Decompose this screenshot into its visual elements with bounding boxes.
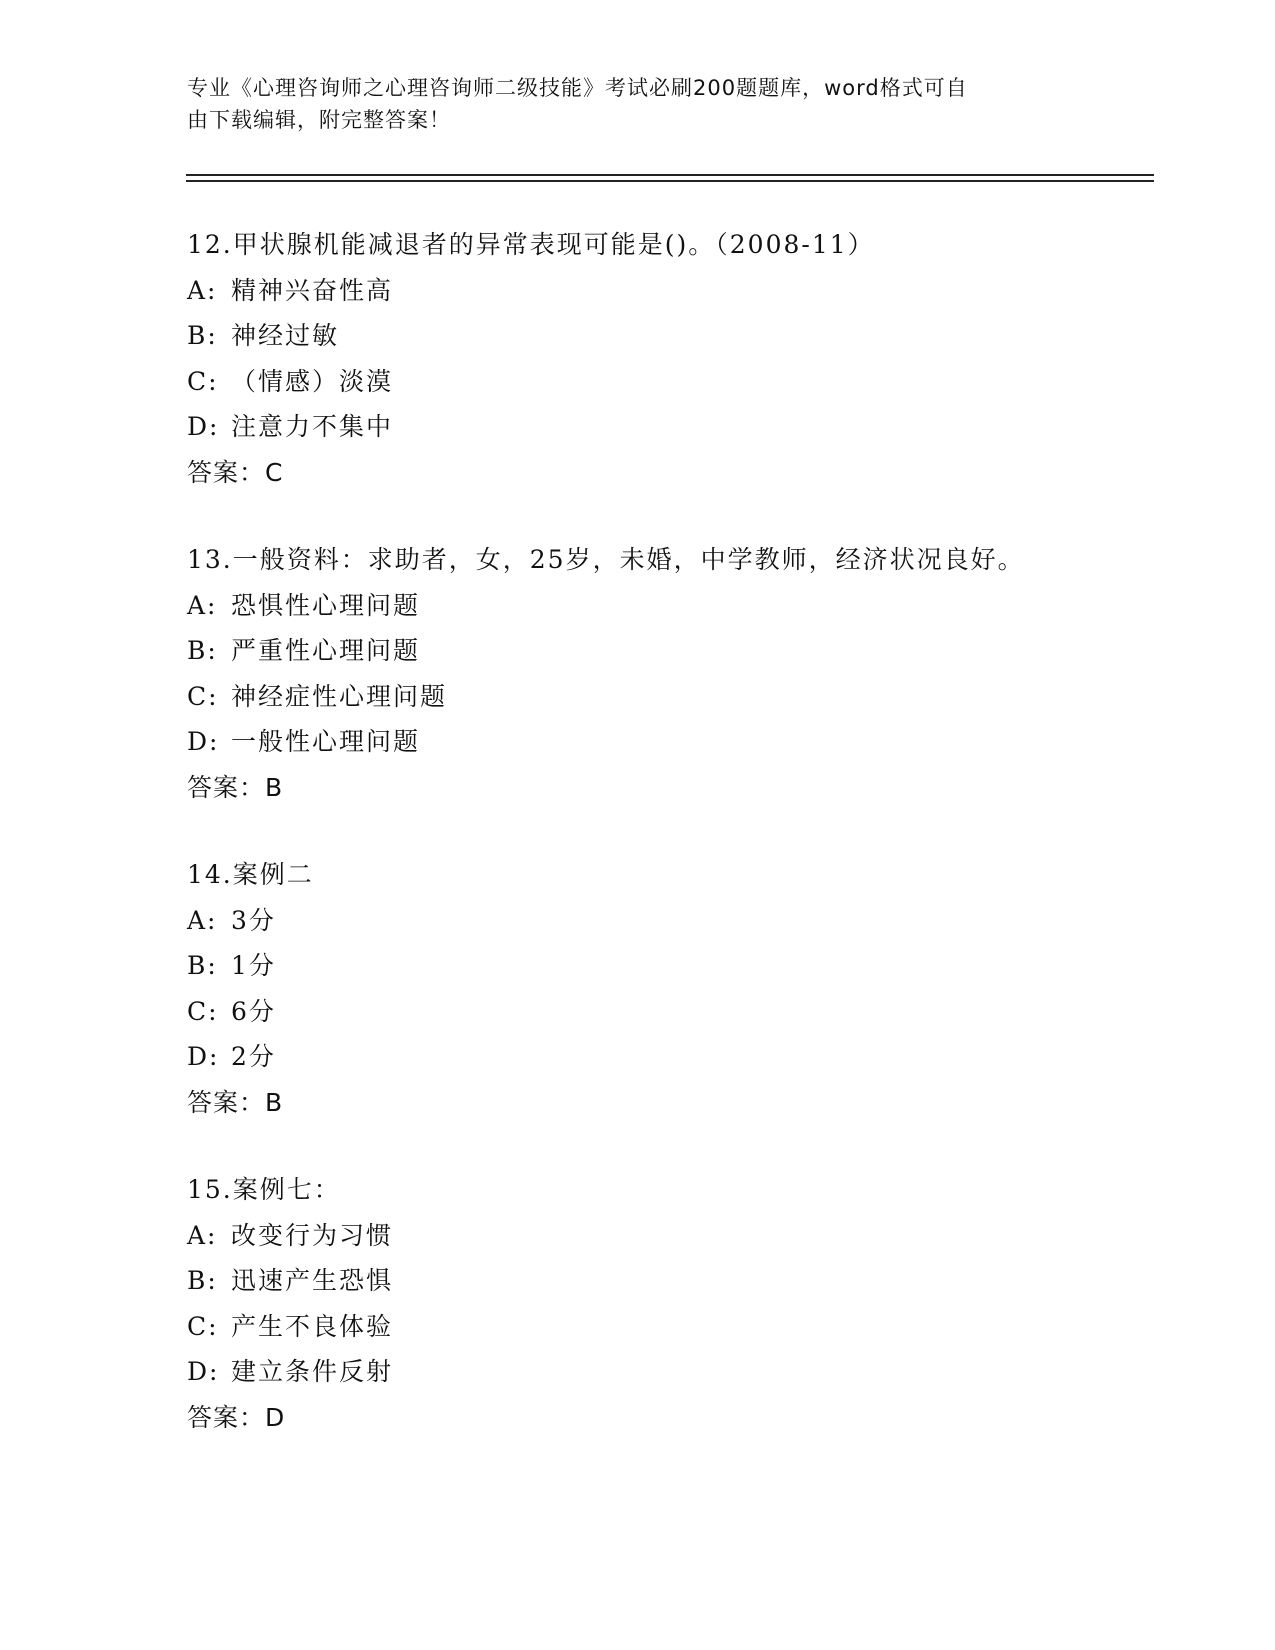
option-text: 6分 <box>231 996 276 1026</box>
answer-line: 答案：D <box>187 1402 286 1432</box>
option-d <box>187 1349 1147 1395</box>
question-stem: 12.甲状腺机能减退者的异常表现可能是()。（2008-11） <box>187 230 875 259</box>
option-text: 3分 <box>231 905 276 935</box>
option-a <box>187 898 1147 944</box>
option-label: C: <box>187 996 219 1026</box>
option-text: （情感）淡漠 <box>231 366 394 396</box>
option-d <box>187 719 1147 765</box>
option-c <box>187 674 1147 720</box>
header-divider-top <box>186 174 1154 176</box>
header-divider-bottom <box>186 180 1154 182</box>
option-label: B: <box>187 636 218 665</box>
option-c <box>187 1304 1147 1350</box>
option-text: 产生不良体验 <box>231 1311 394 1341</box>
option-label: D: <box>187 727 220 756</box>
option-c <box>187 359 1147 405</box>
option-label: D: <box>187 1357 220 1386</box>
question-13 <box>187 537 1147 810</box>
option-label: B: <box>187 321 218 350</box>
option-label: C: <box>187 1311 219 1341</box>
option-label: A: <box>187 590 218 620</box>
question-stem: 14.案例二 <box>187 860 314 889</box>
option-a <box>187 1213 1147 1259</box>
option-label: C: <box>187 681 219 711</box>
option-d <box>187 404 1147 450</box>
option-a <box>187 583 1147 629</box>
option-text: 一般性心理问题 <box>231 727 421 756</box>
option-text: 迅速产生恐惧 <box>231 1266 394 1295</box>
option-b <box>187 628 1147 674</box>
option-label: B: <box>187 951 218 980</box>
header-line-1: 专业《心理咨询师之心理咨询师二级技能》考试必刷200题题库，word格式可自 <box>187 76 968 100</box>
option-text: 1分 <box>231 951 276 980</box>
option-c <box>187 989 1147 1035</box>
option-label: D: <box>187 1042 220 1071</box>
option-text: 建立条件反射 <box>231 1357 394 1386</box>
header-line-2: 由下载编辑，附完整答案！ <box>187 108 451 132</box>
answer-line: 答案：B <box>187 772 284 802</box>
option-label: A: <box>187 275 218 305</box>
option-label: A: <box>187 1220 218 1250</box>
option-text: 恐惧性心理问题 <box>231 590 421 620</box>
option-b <box>187 1258 1147 1304</box>
question-12 <box>187 222 1147 495</box>
option-text: 精神兴奋性高 <box>231 275 394 305</box>
option-label: C: <box>187 366 219 396</box>
option-label: D: <box>187 412 220 441</box>
option-text: 神经症性心理问题 <box>231 681 448 711</box>
question-14 <box>187 852 1147 1125</box>
question-stem: 13.一般资料：求助者，女，25岁，未婚，中学教师，经济状况良好。 <box>187 545 1025 574</box>
option-text: 严重性心理问题 <box>231 636 421 665</box>
option-text: 2分 <box>231 1042 276 1071</box>
answer-line: 答案：C <box>187 457 284 487</box>
option-label: B: <box>187 1266 218 1295</box>
document-header <box>187 72 1067 136</box>
option-b <box>187 313 1147 359</box>
option-b <box>187 943 1147 989</box>
option-text: 改变行为习惯 <box>231 1220 394 1250</box>
option-d <box>187 1034 1147 1080</box>
question-stem: 15.案例七： <box>187 1175 341 1204</box>
option-text: 注意力不集中 <box>231 412 394 441</box>
option-label: A: <box>187 905 218 935</box>
question-15 <box>187 1167 1147 1440</box>
option-text: 神经过敏 <box>231 321 340 350</box>
option-a <box>187 268 1147 314</box>
answer-line: 答案：B <box>187 1087 284 1117</box>
